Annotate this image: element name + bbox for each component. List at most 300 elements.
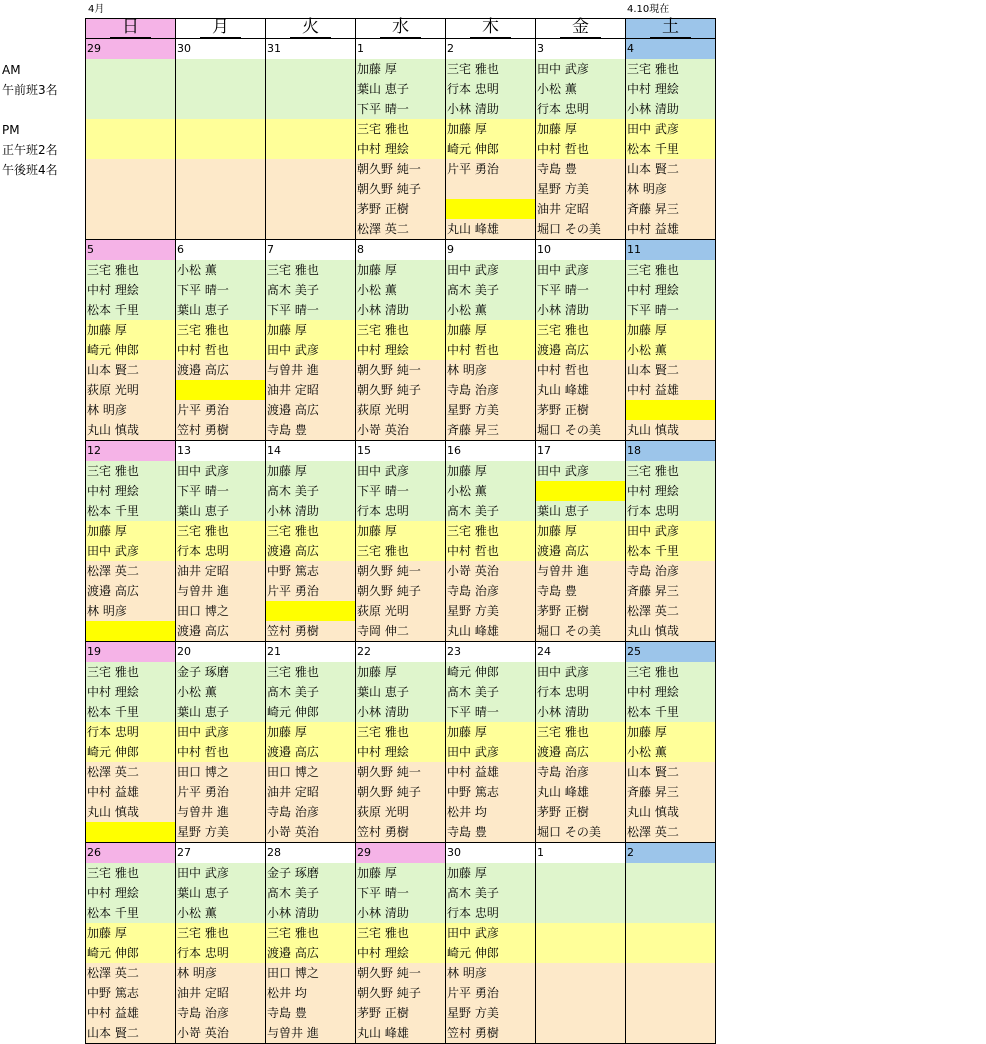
calendar-day-cell [176,843,266,1044]
pm-noon-shift-slot: 中村 哲也 [176,340,265,360]
pm-afternoon-shift-slot: 寺島 治彦 [176,1003,265,1023]
side-label-pm-noon-group: 正午班2名 [2,143,58,157]
weekday-header-row [86,19,716,39]
pm-noon-shift-slot: 加藤 厚 [86,320,175,340]
day-number: 29 [86,39,175,59]
pm-noon-shift-slot: 加藤 厚 [446,119,535,139]
pm-afternoon-shift-slot: 寺島 治彦 [446,581,535,601]
pm-afternoon-shift-slot: 中村 哲也 [536,360,625,380]
pm-noon-shift-slot: 田中 武彦 [86,541,175,561]
pm-noon-shift-slot: 田中 武彦 [446,742,535,762]
pm-noon-shift-slot: 三宅 雅也 [266,521,355,541]
calendar-weeks [86,39,716,1044]
pm-afternoon-shift-slot: 丸山 峰雄 [446,219,535,239]
am-shift-slot: 下平 晴一 [626,300,715,320]
am-shift-slot: 中村 理絵 [86,682,175,702]
pm-noon-shift-slot: 三宅 雅也 [176,320,265,340]
pm-afternoon-shift-slot: 渡邉 高広 [176,621,265,641]
am-shift-slot: 小林 清助 [266,903,355,923]
pm-afternoon-shift-slot [86,159,175,179]
pm-afternoon-shift-slot: 丸山 峰雄 [356,1023,445,1043]
pm-afternoon-shift-slot: 朝久野 純子 [356,983,445,1003]
am-shift-slot: 中村 理絵 [626,481,715,501]
calendar-week [86,843,716,1044]
pm-afternoon-shift-slot: 油井 定昭 [536,199,625,219]
pm-afternoon-shift-slot [266,159,355,179]
pm-afternoon-shift-slot [536,983,625,1003]
pm-noon-shift-slot: 田中 武彦 [176,722,265,742]
day-number: 14 [267,444,281,457]
pm-afternoon-shift-slot [176,199,265,219]
day-number: 24 [537,645,551,658]
pm-noon-shift-slot [266,139,355,159]
am-shift-slot: 加藤 厚 [356,59,445,79]
am-shift-slot [86,59,175,79]
day-number: 3 [537,42,544,55]
pm-noon-shift-slot: 田中 武彦 [446,923,535,943]
calendar-day-cell [446,441,536,642]
weekday-label: 日 [110,19,151,38]
pm-afternoon-shift-slot [86,179,175,199]
calendar-day-cell [266,642,356,843]
calendar-day-cell [266,441,356,642]
calendar-day-cell [176,642,266,843]
am-shift-slot: 行本 忠明 [536,682,625,702]
pm-afternoon-shift-slot: 林 明彦 [86,601,175,621]
pm-afternoon-shift-slot: 山本 賢二 [626,360,715,380]
day-number: 20 [177,645,191,658]
day-number: 2 [626,843,715,863]
pm-noon-shift-slot: 田中 武彦 [266,340,355,360]
am-shift-slot: 小林 清助 [536,702,625,722]
pm-afternoon-shift-slot: 笠村 勇樹 [266,621,355,641]
am-shift-slot: 行本 忠明 [446,903,535,923]
pm-noon-shift-slot [176,139,265,159]
pm-noon-shift-slot: 三宅 雅也 [536,320,625,340]
pm-afternoon-shift-slot: 小嵜 英治 [356,420,445,440]
month-label: 4月 [88,4,105,15]
am-shift-slot: 中村 理絵 [86,280,175,300]
pm-afternoon-shift-slot: 片平 勇治 [176,782,265,802]
pm-afternoon-shift-slot: 中村 益雄 [86,1003,175,1023]
pm-afternoon-shift-slot: 油井 定昭 [176,561,265,581]
am-shift-slot [176,59,265,79]
pm-noon-shift-slot: 行本 忠明 [176,541,265,561]
am-shift-slot: 小林 清助 [446,99,535,119]
am-shift-slot: 加藤 厚 [446,863,535,883]
calendar-day-cell [356,441,446,642]
pm-afternoon-shift-slot: 茅野 正樹 [536,400,625,420]
pm-afternoon-shift-slot: 朝久野 純一 [356,762,445,782]
calendar-day-cell [536,441,626,642]
day-number: 27 [177,846,191,859]
calendar-day-cell [86,642,176,843]
pm-noon-shift-slot [86,119,175,139]
side-label-am: AM [2,63,21,77]
am-shift-slot: 小松 薫 [176,903,265,923]
am-shift-slot: 三宅 雅也 [626,260,715,280]
pm-noon-shift-slot: 三宅 雅也 [356,923,445,943]
am-shift-slot: 下平 晴一 [536,280,625,300]
am-shift-slot: 下平 晴一 [176,481,265,501]
pm-afternoon-shift-slot: 丸山 慎哉 [626,621,715,641]
pm-afternoon-shift-slot: 茅野 正樹 [356,1003,445,1023]
pm-noon-shift-slot: 加藤 厚 [536,521,625,541]
calendar-grid [85,18,716,1044]
day-number: 30 [447,846,461,859]
pm-noon-shift-slot: 中村 理絵 [356,943,445,963]
pm-afternoon-shift-slot: 林 明彦 [626,179,715,199]
pm-afternoon-shift-slot: 片平 勇治 [446,159,535,179]
am-shift-slot [86,79,175,99]
am-shift-slot [536,481,625,501]
am-shift-slot: 三宅 雅也 [266,260,355,280]
pm-afternoon-shift-slot: 中村 益雄 [86,782,175,802]
pm-afternoon-shift-slot: 寺島 豊 [266,1003,355,1023]
am-shift-slot: 小松 薫 [446,300,535,320]
pm-afternoon-shift-slot: 笠村 勇樹 [356,822,445,842]
pm-afternoon-shift-slot: 笠村 勇樹 [176,420,265,440]
calendar-day-cell [626,39,716,240]
calendar-week [86,441,716,642]
pm-afternoon-shift-slot: 寺島 治彦 [626,561,715,581]
am-shift-slot [176,99,265,119]
pm-noon-shift-slot: 加藤 厚 [86,521,175,541]
pm-noon-shift-slot: 崎元 伸郎 [86,943,175,963]
weekday-header-1 [176,19,266,39]
pm-afternoon-shift-slot: 林 明彦 [446,963,535,983]
as-of-label: 4.10現在 [627,4,670,15]
pm-afternoon-shift-slot: 小嵜 英治 [266,822,355,842]
pm-afternoon-shift-slot [86,822,175,842]
pm-noon-shift-slot: 田中 武彦 [626,521,715,541]
pm-noon-shift-slot: 三宅 雅也 [356,119,445,139]
pm-afternoon-shift-slot: 田口 博之 [176,762,265,782]
am-shift-slot: 田中 武彦 [536,662,625,682]
day-number: 25 [626,642,715,662]
pm-afternoon-shift-slot: 朝久野 純一 [356,963,445,983]
am-shift-slot: 三宅 雅也 [86,260,175,280]
calendar-day-cell [266,39,356,240]
pm-afternoon-shift-slot: 星野 方美 [446,1003,535,1023]
pm-noon-shift-slot: 中村 哲也 [446,340,535,360]
pm-afternoon-shift-slot: 片平 勇治 [446,983,535,1003]
pm-afternoon-shift-slot: 星野 方美 [176,822,265,842]
pm-afternoon-shift-slot: 片平 勇治 [266,581,355,601]
calendar-day-cell [626,843,716,1044]
pm-afternoon-shift-slot: 寺島 治彦 [446,380,535,400]
calendar-day-cell [536,240,626,441]
am-shift-slot: 田中 武彦 [356,461,445,481]
day-number: 18 [626,441,715,461]
am-shift-slot: 下平 晴一 [356,481,445,501]
pm-noon-shift-slot: 渡邉 高広 [536,340,625,360]
pm-afternoon-shift-slot: 松井 均 [446,802,535,822]
pm-afternoon-shift-slot: 丸山 慎哉 [86,802,175,822]
pm-afternoon-shift-slot: 与曽井 進 [266,360,355,380]
pm-afternoon-shift-slot: 斉藤 昇三 [626,782,715,802]
pm-afternoon-shift-slot [266,219,355,239]
day-number: 26 [86,843,175,863]
pm-noon-shift-slot: 渡邉 高広 [266,943,355,963]
weekday-header-0 [86,19,176,39]
am-shift-slot: 行本 忠明 [446,79,535,99]
pm-noon-shift-slot: 渡邉 高広 [266,541,355,561]
pm-noon-shift-slot: 行本 忠明 [86,722,175,742]
pm-noon-shift-slot: 渡邉 高広 [536,541,625,561]
pm-noon-shift-slot [176,119,265,139]
calendar-day-cell [266,240,356,441]
pm-afternoon-shift-slot: 寺島 豊 [266,420,355,440]
pm-noon-shift-slot: 加藤 厚 [626,320,715,340]
pm-afternoon-shift-slot [266,179,355,199]
am-shift-slot [86,99,175,119]
pm-afternoon-shift-slot [536,1023,625,1043]
pm-afternoon-shift-slot: 荻原 光明 [356,601,445,621]
am-shift-slot: 中村 理絵 [626,682,715,702]
pm-afternoon-shift-slot: 星野 方美 [446,400,535,420]
pm-afternoon-shift-slot: 丸山 慎哉 [86,420,175,440]
pm-noon-shift-slot: 中村 哲也 [176,742,265,762]
am-shift-slot: 小林 清助 [356,702,445,722]
pm-afternoon-shift-slot [626,983,715,1003]
pm-afternoon-shift-slot: 与曽井 進 [176,581,265,601]
am-shift-slot: 髙木 美子 [446,682,535,702]
pm-afternoon-shift-slot: 朝久野 純子 [356,179,445,199]
pm-afternoon-shift-slot: 与曽井 進 [176,802,265,822]
pm-afternoon-shift-slot: 山本 賢二 [626,762,715,782]
pm-noon-shift-slot: 加藤 厚 [446,320,535,340]
pm-afternoon-shift-slot: 荻原 光明 [356,400,445,420]
am-shift-slot: 小松 薫 [356,280,445,300]
pm-afternoon-shift-slot: 朝久野 純子 [356,581,445,601]
pm-noon-shift-slot [266,119,355,139]
am-shift-slot: 髙木 美子 [446,280,535,300]
pm-noon-shift-slot: 行本 忠明 [176,943,265,963]
pm-afternoon-shift-slot: 丸山 峰雄 [536,782,625,802]
pm-noon-shift-slot: 加藤 厚 [86,923,175,943]
day-number: 4 [626,39,715,59]
pm-afternoon-shift-slot: 堀口 その美 [536,420,625,440]
calendar-day-cell [86,441,176,642]
am-shift-slot: 中村 理絵 [86,883,175,903]
day-number: 1 [537,846,544,859]
weekday-label: 火 [290,19,331,38]
pm-noon-shift-slot: 三宅 雅也 [266,923,355,943]
calendar-day-cell [356,843,446,1044]
pm-afternoon-shift-slot: 松澤 英二 [86,561,175,581]
side-label-pm-after-group: 午後班4名 [2,163,58,177]
pm-afternoon-shift-slot [86,219,175,239]
am-shift-slot: 中村 理絵 [626,280,715,300]
pm-afternoon-shift-slot [446,199,535,219]
am-shift-slot: 田中 武彦 [176,461,265,481]
pm-afternoon-shift-slot [176,179,265,199]
pm-afternoon-shift-slot: 斉藤 昇三 [626,199,715,219]
pm-afternoon-shift-slot: 渡邉 高広 [266,400,355,420]
pm-afternoon-shift-slot: 中村 益雄 [446,762,535,782]
pm-afternoon-shift-slot: 林 明彦 [176,963,265,983]
am-shift-slot: 葉山 恵子 [176,300,265,320]
pm-afternoon-shift-slot [176,380,265,400]
pm-afternoon-shift-slot: 山本 賢二 [86,360,175,380]
calendar-day-cell [536,642,626,843]
am-shift-slot: 小林 清助 [266,501,355,521]
pm-noon-shift-slot: 崎元 伸郎 [446,943,535,963]
pm-noon-shift-slot: 加藤 厚 [266,722,355,742]
weekday-label: 水 [380,19,421,38]
day-number: 9 [447,243,454,256]
pm-noon-shift-slot: 三宅 雅也 [356,541,445,561]
pm-afternoon-shift-slot [626,400,715,420]
day-number: 16 [447,444,461,457]
pm-afternoon-shift-slot: 斉藤 昇三 [626,581,715,601]
pm-afternoon-shift-slot: 丸山 峰雄 [446,621,535,641]
pm-afternoon-shift-slot [536,963,625,983]
pm-afternoon-shift-slot: 中野 篤志 [446,782,535,802]
pm-afternoon-shift-slot: 寺島 豊 [446,822,535,842]
am-shift-slot: 加藤 厚 [356,260,445,280]
pm-afternoon-shift-slot: 寺島 治彦 [266,802,355,822]
calendar-week [86,240,716,441]
pm-afternoon-shift-slot: 松澤 英二 [356,219,445,239]
calendar-day-cell [356,39,446,240]
day-number: 19 [86,642,175,662]
am-shift-slot: 松本 千里 [86,300,175,320]
am-shift-slot: 金子 琢磨 [266,863,355,883]
pm-afternoon-shift-slot: 中村 益雄 [626,380,715,400]
calendar-day-cell [446,642,536,843]
am-shift-slot [176,79,265,99]
am-shift-slot: 中村 理絵 [86,481,175,501]
am-shift-slot: 行本 忠明 [536,99,625,119]
pm-afternoon-shift-slot: 片平 勇治 [176,400,265,420]
pm-noon-shift-slot: 中村 理絵 [356,340,445,360]
pm-afternoon-shift-slot [626,1003,715,1023]
am-shift-slot [626,883,715,903]
weekday-header-3 [356,19,446,39]
pm-afternoon-shift-slot: 朝久野 純一 [356,159,445,179]
day-number: 7 [267,243,274,256]
pm-afternoon-shift-slot: 与曽井 進 [536,561,625,581]
pm-afternoon-shift-slot: 田口 博之 [176,601,265,621]
am-shift-slot: 下平 晴一 [356,99,445,119]
day-number: 13 [177,444,191,457]
pm-afternoon-shift-slot: 中野 篤志 [266,561,355,581]
pm-afternoon-shift-slot: 山本 賢二 [86,1023,175,1043]
day-number: 22 [357,645,371,658]
pm-afternoon-shift-slot [266,199,355,219]
pm-noon-shift-slot: 渡邉 高広 [266,742,355,762]
pm-afternoon-shift-slot: 堀口 その美 [536,219,625,239]
am-shift-slot: 髙木 美子 [446,501,535,521]
day-number: 31 [267,42,281,55]
pm-noon-shift-slot: 加藤 厚 [626,722,715,742]
pm-noon-shift-slot [536,943,625,963]
am-shift-slot: 小林 清助 [626,99,715,119]
day-number: 8 [357,243,364,256]
am-shift-slot: 葉山 恵子 [176,501,265,521]
pm-afternoon-shift-slot: 荻原 光明 [356,802,445,822]
pm-noon-shift-slot [626,943,715,963]
side-label-pm: PM [2,123,20,137]
am-shift-slot: 崎元 伸郎 [266,702,355,722]
am-shift-slot: 行本 忠明 [356,501,445,521]
weekday-header-4 [446,19,536,39]
am-shift-slot [536,863,625,883]
day-number: 23 [447,645,461,658]
am-shift-slot: 下平 晴一 [446,702,535,722]
pm-noon-shift-slot: 三宅 雅也 [356,320,445,340]
am-shift-slot: 田中 武彦 [536,461,625,481]
side-label-am-group: 午前班3名 [2,83,58,97]
calendar-day-cell [626,441,716,642]
pm-noon-shift-slot: 加藤 厚 [536,119,625,139]
pm-afternoon-shift-slot: 朝久野 純一 [356,561,445,581]
am-shift-slot [626,903,715,923]
pm-afternoon-shift-slot: 松井 均 [266,983,355,1003]
pm-afternoon-shift-slot: 山本 賢二 [626,159,715,179]
pm-afternoon-shift-slot: 茅野 正樹 [536,802,625,822]
day-number: 28 [267,846,281,859]
pm-afternoon-shift-slot: 田口 博之 [266,963,355,983]
am-shift-slot: 小松 薫 [176,260,265,280]
calendar-week [86,39,716,240]
am-shift-slot: 小松 薫 [536,79,625,99]
pm-noon-shift-slot: 崎元 伸郎 [86,742,175,762]
weekday-header-2 [266,19,356,39]
day-number: 30 [177,42,191,55]
pm-noon-shift-slot: 三宅 雅也 [176,923,265,943]
pm-afternoon-shift-slot: 茅野 正樹 [536,601,625,621]
pm-afternoon-shift-slot [176,219,265,239]
am-shift-slot: 加藤 厚 [356,863,445,883]
pm-noon-shift-slot: 加藤 厚 [446,722,535,742]
am-shift-slot: 田中 武彦 [176,863,265,883]
calendar-week [86,642,716,843]
am-shift-slot: 田中 武彦 [536,260,625,280]
am-shift-slot: 髙木 美子 [266,280,355,300]
pm-noon-shift-slot: 中村 哲也 [446,541,535,561]
am-shift-slot: 葉山 恵子 [536,501,625,521]
pm-afternoon-shift-slot [266,601,355,621]
am-shift-slot: 三宅 雅也 [86,662,175,682]
pm-noon-shift-slot: 小松 薫 [626,340,715,360]
am-shift-slot: 葉山 恵子 [176,883,265,903]
pm-afternoon-shift-slot: 丸山 峰雄 [536,380,625,400]
calendar-day-cell [536,843,626,1044]
pm-noon-shift-slot: 崎元 伸郎 [86,340,175,360]
pm-afternoon-shift-slot: 笠村 勇樹 [446,1023,535,1043]
day-number: 2 [447,42,454,55]
pm-afternoon-shift-slot: 寺岡 伸二 [356,621,445,641]
am-shift-slot: 三宅 雅也 [626,59,715,79]
am-shift-slot [266,59,355,79]
day-number: 11 [626,240,715,260]
pm-noon-shift-slot [626,923,715,943]
pm-afternoon-shift-slot: 松澤 英二 [86,762,175,782]
pm-afternoon-shift-slot: 油井 定昭 [266,782,355,802]
day-number: 12 [86,441,175,461]
pm-afternoon-shift-slot: 松澤 英二 [626,822,715,842]
am-shift-slot: 下平 晴一 [266,300,355,320]
pm-noon-shift-slot: 田中 武彦 [626,119,715,139]
am-shift-slot: 葉山 恵子 [176,702,265,722]
calendar-day-cell [86,39,176,240]
am-shift-slot: 髙木 美子 [266,883,355,903]
calendar-day-cell [446,39,536,240]
am-shift-slot: 三宅 雅也 [266,662,355,682]
